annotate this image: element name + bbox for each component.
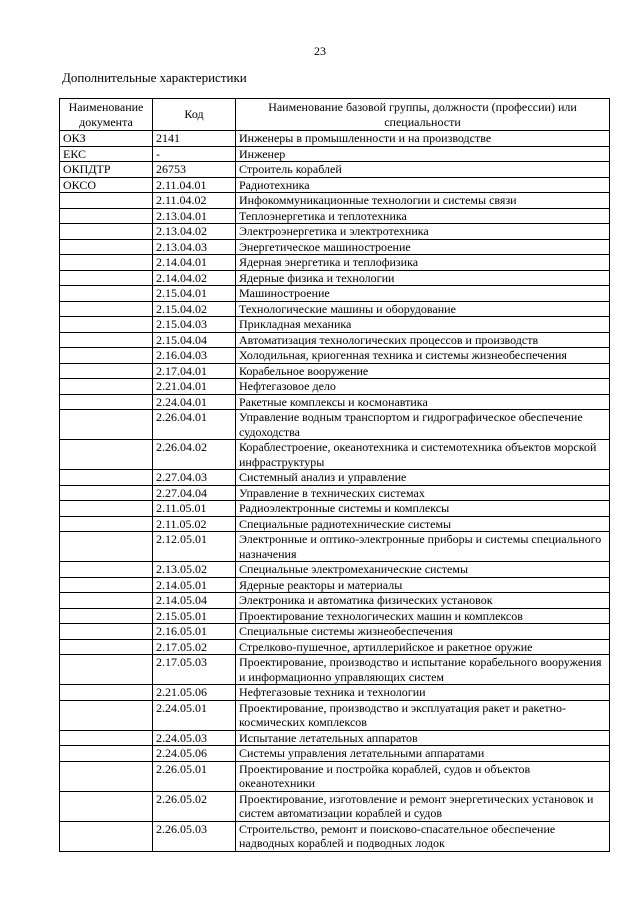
row-code-cell: 2.13.04.02 [153,224,236,240]
table-row [60,255,610,271]
table-row [60,208,610,224]
row-name-cell: Кораблестроение, океанотехника и системотехника объектов морской инфраструктуры [236,440,610,470]
row-code-cell: 2.12.05.01 [153,532,236,562]
table-body [60,131,610,852]
header-doc-name: Наименование документа [60,99,153,131]
row-doc-cell [60,608,153,624]
row-doc-cell [60,470,153,486]
row-doc-cell: ОКЗ [60,131,153,147]
row-doc-cell [60,239,153,255]
row-name-cell: Машиностроение [236,286,610,302]
row-name-cell: Нефтегазовые техника и технологии [236,685,610,701]
table-row [60,224,610,240]
row-code-cell: 2.14.04.01 [153,255,236,271]
row-doc-cell [60,332,153,348]
row-doc-cell [60,286,153,302]
table-row [60,639,610,655]
table-row [60,821,610,851]
row-name-cell: Проектирование, производство и испытание корабельного вооружения и информационно управляющих систем [236,655,610,685]
row-name-cell: Управление водным транспортом и гидрографическое обеспечение судоходства [236,410,610,440]
row-code-cell: 2.14.05.04 [153,593,236,609]
characteristics-table [59,98,610,852]
row-code-cell: 2141 [153,131,236,147]
row-doc-cell [60,301,153,317]
table-row [60,301,610,317]
row-code-cell: 2.16.05.01 [153,624,236,640]
row-code-cell: 2.26.05.01 [153,761,236,791]
row-name-cell: Инфокоммуникационные технологии и системы связи [236,193,610,209]
table-row [60,516,610,532]
row-name-cell: Радиотехника [236,177,610,193]
row-code-cell: 2.21.04.01 [153,379,236,395]
row-name-cell: Технологические машины и оборудование [236,301,610,317]
row-doc-cell [60,821,153,851]
row-code-cell: 2.15.04.02 [153,301,236,317]
row-code-cell: 26753 [153,162,236,178]
row-code-cell: 2.26.05.02 [153,791,236,821]
row-name-cell: Испытание летательных аппаратов [236,730,610,746]
row-doc-cell: ОКПДТР [60,162,153,178]
table-row [60,131,610,147]
page-number: 23 [314,44,326,58]
row-doc-cell [60,624,153,640]
table-row [60,410,610,440]
table-row [60,177,610,193]
row-doc-cell [60,577,153,593]
row-name-cell: Электронные и оптико-электронные приборы и системы специального назначения [236,532,610,562]
row-code-cell: 2.14.04.02 [153,270,236,286]
row-code-cell: 2.15.04.04 [153,332,236,348]
row-code-cell: 2.13.05.02 [153,562,236,578]
row-doc-cell [60,193,153,209]
row-code-cell: 2.17.05.02 [153,639,236,655]
row-doc-cell [60,440,153,470]
table-header-row [60,99,610,131]
row-doc-cell: ОКСО [60,177,153,193]
row-doc-cell [60,208,153,224]
row-code-cell: 2.13.04.01 [153,208,236,224]
row-name-cell: Радиоэлектронные системы и комплексы [236,501,610,517]
table-row [60,655,610,685]
row-doc-cell [60,317,153,333]
table-row [60,239,610,255]
row-doc-cell [60,394,153,410]
table-row [60,363,610,379]
table-row [60,501,610,517]
table-row [60,791,610,821]
row-code-cell: 2.14.05.01 [153,577,236,593]
row-name-cell: Теплоэнергетика и теплотехника [236,208,610,224]
row-doc-cell [60,224,153,240]
row-name-cell: Специальные системы жизнеобеспечения [236,624,610,640]
row-code-cell: 2.11.05.02 [153,516,236,532]
row-doc-cell [60,761,153,791]
table-row [60,193,610,209]
row-doc-cell: ЕКС [60,146,153,162]
row-name-cell: Нефтегазовое дело [236,379,610,395]
row-doc-cell [60,255,153,271]
row-doc-cell [60,363,153,379]
row-name-cell: Энергетическое машиностроение [236,239,610,255]
row-name-cell: Проектирование, изготовление и ремонт энергетических установок и систем автоматизации кораблей и судов [236,791,610,821]
row-doc-cell [60,730,153,746]
row-name-cell: Инженеры в промышленности и на производстве [236,131,610,147]
table-row [60,730,610,746]
table-row [60,593,610,609]
row-code-cell: 2.24.05.01 [153,700,236,730]
row-doc-cell [60,410,153,440]
row-name-cell: Проектирование и постройка кораблей, судов и объектов океанотехники [236,761,610,791]
row-name-cell: Электроника и автоматика физических установок [236,593,610,609]
row-code-cell: 2.17.04.01 [153,363,236,379]
table-row [60,624,610,640]
row-doc-cell [60,270,153,286]
row-code-cell: 2.26.04.01 [153,410,236,440]
row-doc-cell [60,562,153,578]
row-code-cell: 2.24.04.01 [153,394,236,410]
table-row [60,485,610,501]
table-row [60,532,610,562]
row-doc-cell [60,655,153,685]
row-doc-cell [60,532,153,562]
row-name-cell: Специальные электромеханические системы [236,562,610,578]
row-name-cell: Ядерная энергетика и теплофизика [236,255,610,271]
row-code-cell: 2.11.04.02 [153,193,236,209]
row-code-cell: 2.26.04.02 [153,440,236,470]
table-row [60,348,610,364]
row-name-cell: Строительство, ремонт и поисково-спасательное обеспечение надводных кораблей и подводных лодок [236,821,610,851]
row-name-cell: Управление в технических системах [236,485,610,501]
row-name-cell: Строитель кораблей [236,162,610,178]
row-code-cell: 2.24.05.03 [153,730,236,746]
row-doc-cell [60,791,153,821]
header-group-name: Наименование базовой группы, должности (профессии) или специальности [236,99,610,131]
table-row [60,332,610,348]
row-code-cell: 2.15.04.01 [153,286,236,302]
row-name-cell: Ядерные реакторы и материалы [236,577,610,593]
row-doc-cell [60,700,153,730]
row-code-cell: 2.26.05.03 [153,821,236,851]
row-name-cell: Проектирование технологических машин и комплексов [236,608,610,624]
row-code-cell: 2.27.04.03 [153,470,236,486]
table-row [60,162,610,178]
row-name-cell: Ядерные физика и технологии [236,270,610,286]
table-row [60,746,610,762]
row-name-cell: Прикладная механика [236,317,610,333]
row-code-cell: - [153,146,236,162]
table-row [60,317,610,333]
row-code-cell: 2.24.05.06 [153,746,236,762]
section-title: Дополнительные характеристики [62,70,247,85]
row-name-cell: Проектирование, производство и эксплуатация ракет и ракетно-космических комплексов [236,700,610,730]
row-name-cell: Специальные радиотехнические системы [236,516,610,532]
row-code-cell: 2.21.05.06 [153,685,236,701]
row-code-cell: 2.27.04.04 [153,485,236,501]
row-doc-cell [60,501,153,517]
row-code-cell: 2.11.05.01 [153,501,236,517]
table-row [60,577,610,593]
row-name-cell: Холодильная, криогенная техника и системы жизнеобеспечения [236,348,610,364]
row-doc-cell [60,639,153,655]
row-doc-cell [60,516,153,532]
table-row [60,562,610,578]
table-row [60,146,610,162]
row-name-cell: Ракетные комплексы и космонавтика [236,394,610,410]
table-row [60,761,610,791]
row-doc-cell [60,593,153,609]
row-doc-cell [60,746,153,762]
row-name-cell: Автоматизация технологических процессов и производств [236,332,610,348]
row-name-cell: Электроэнергетика и электротехника [236,224,610,240]
row-name-cell: Инженер [236,146,610,162]
table-row [60,286,610,302]
row-doc-cell [60,485,153,501]
row-code-cell: 2.16.04.03 [153,348,236,364]
row-doc-cell [60,379,153,395]
table-row [60,685,610,701]
row-name-cell: Системный анализ и управление [236,470,610,486]
table-row [60,470,610,486]
row-code-cell: 2.11.04.01 [153,177,236,193]
table-row [60,608,610,624]
row-name-cell: Стрелково-пушечное, артиллерийское и ракетное оружие [236,639,610,655]
table-row [60,700,610,730]
row-code-cell: 2.15.04.03 [153,317,236,333]
table-row [60,440,610,470]
table-row [60,394,610,410]
row-name-cell: Системы управления летательными аппаратами [236,746,610,762]
row-code-cell: 2.15.05.01 [153,608,236,624]
table-row [60,270,610,286]
row-code-cell: 2.17.05.03 [153,655,236,685]
row-doc-cell [60,348,153,364]
row-code-cell: 2.13.04.03 [153,239,236,255]
row-name-cell: Корабельное вооружение [236,363,610,379]
header-code: Код [153,99,236,131]
table-row [60,379,610,395]
row-doc-cell [60,685,153,701]
